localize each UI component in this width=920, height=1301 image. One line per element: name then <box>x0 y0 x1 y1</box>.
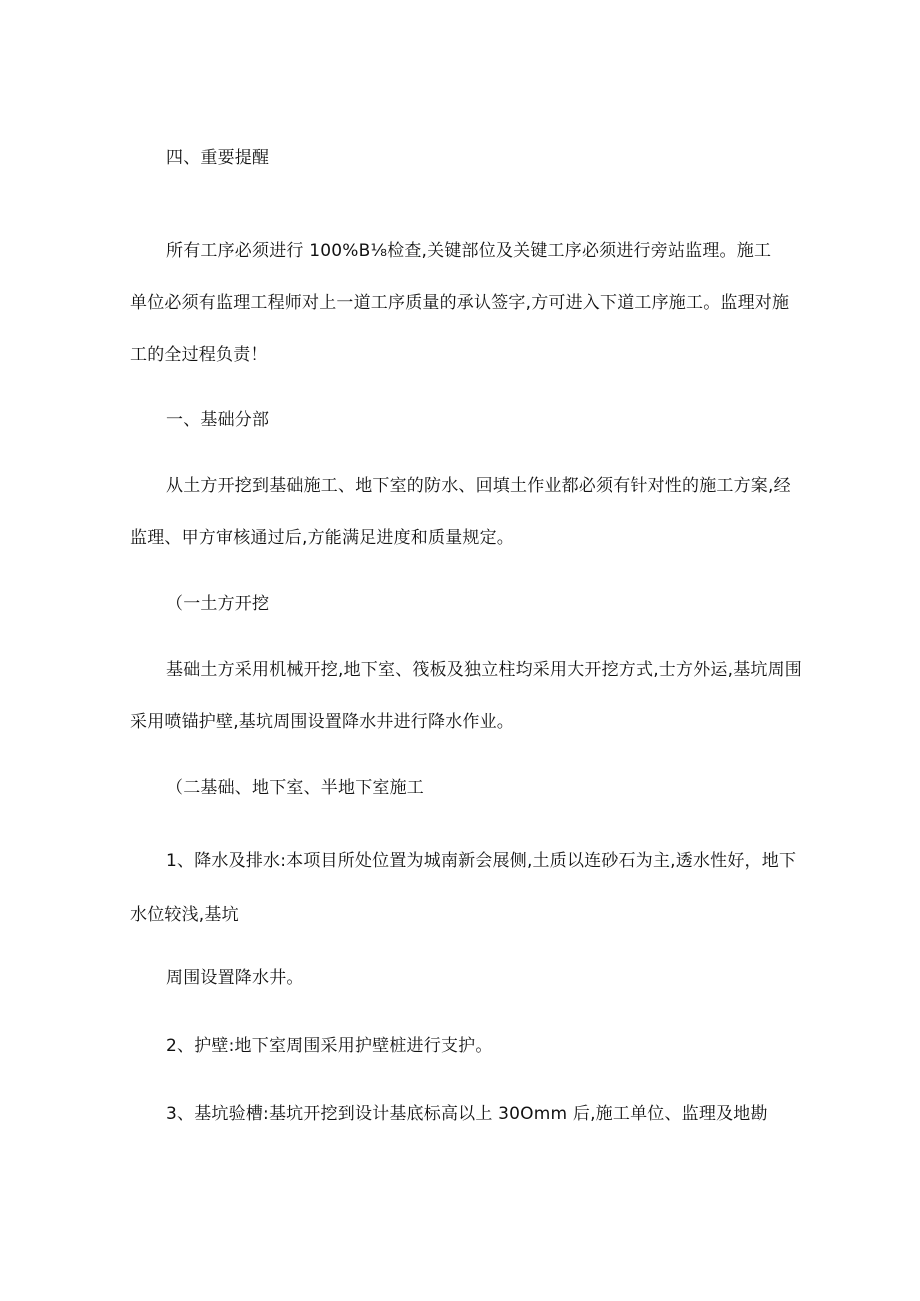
section-heading-foundation: 一、基础分部 <box>166 410 270 430</box>
subsection-heading-earthwork: （一土方开挖 <box>166 594 270 614</box>
paragraph-line: 3、基坑验槽:基坑开挖到设计基底标高以上 30Omm 后,施工单位、监理及地勘 <box>166 1104 768 1124</box>
paragraph-line: 2、护壁:地下室周围采用护壁桩进行支护。 <box>166 1036 493 1056</box>
paragraph-line: 所有工序必须进行 100%B⅛检查,关键部位及关键工序必须进行旁站监理。施工 <box>166 241 772 261</box>
subsection-heading-basement: （二基础、地下室、半地下室施工 <box>166 778 424 798</box>
paragraph-line: 水位较浅,基坑 <box>130 905 239 925</box>
paragraph-line: 工的全过程负责！ <box>130 345 268 365</box>
paragraph-line: 从土方开挖到基础施工、地下室的防水、回填土作业都必须有针对性的施工方案,经 <box>166 476 791 496</box>
paragraph-line: 采用喷锚护壁,基坑周围设置降水井进行降水作业。 <box>130 712 515 732</box>
paragraph-line: 1、降水及排水:本项目所处位置为城南新会展侧,土质以连砂石为主,透水性好，地下 <box>166 851 797 871</box>
section-heading-reminder: 四、重要提醒 <box>166 148 270 168</box>
paragraph-line: 周围设置降水井。 <box>166 968 304 988</box>
paragraph-line: 监理、甲方审核通过后,方能满足进度和质量规定。 <box>130 528 515 548</box>
paragraph-line: 基础土方采用机械开挖,地下室、筏板及独立柱均采用大开挖方式,士方外运,基坑周围 <box>166 660 803 680</box>
paragraph-line: 单位必须有监理工程师对上一道工序质量的承认签字,方可进入下道工序施工。监理对施 <box>130 293 790 313</box>
